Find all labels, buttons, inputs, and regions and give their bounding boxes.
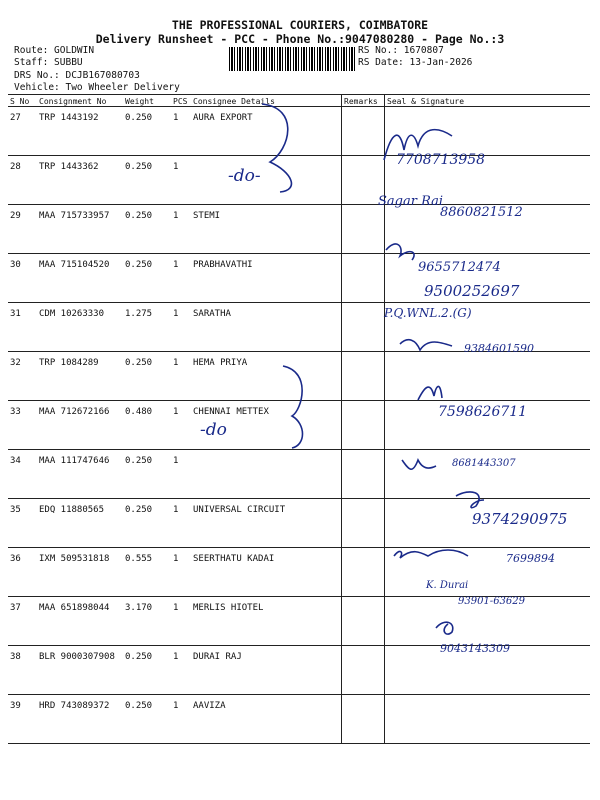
row-pcs: 1 [171, 597, 191, 646]
row-consignment: HRD 743089372 [37, 695, 123, 744]
row-consignment: EDQ 11880565 [37, 499, 123, 548]
row-remarks [342, 254, 385, 303]
row-pcs: 1 [171, 254, 191, 303]
table-header-row [8, 95, 590, 107]
row-weight: 0.250 [123, 205, 171, 254]
drs-number: DRS No.: DCJB167080703 [14, 70, 140, 81]
row-remarks [342, 401, 385, 450]
row-weight: 1.275 [123, 303, 171, 352]
row-weight: 0.250 [123, 254, 171, 303]
rs-number: RS No.: 1670807 [358, 45, 444, 56]
row-weight: 0.250 [123, 695, 171, 744]
vehicle-label: Vehicle: Two Wheeler Delivery [14, 82, 180, 93]
row-weight: 0.250 [123, 646, 171, 695]
row-consignee [191, 450, 342, 499]
row-signature [385, 450, 591, 499]
row-consignee: AAVIZA [191, 695, 342, 744]
row-remarks [342, 352, 385, 401]
table-row [8, 450, 590, 499]
row-consignment: MAA 111747646 [37, 450, 123, 499]
row-consignment: MAA 651898044 [37, 597, 123, 646]
row-sno: 39 [8, 695, 37, 744]
row-remarks [342, 499, 385, 548]
row-remarks [342, 205, 385, 254]
row-sno: 31 [8, 303, 37, 352]
row-signature [385, 352, 591, 401]
table-row [8, 352, 590, 401]
row-sno: 28 [8, 156, 37, 205]
row-weight: 3.170 [123, 597, 171, 646]
row-consignment: IXM 509531818 [37, 548, 123, 597]
row-consignee: SARATHA [191, 303, 342, 352]
table-row [8, 107, 590, 156]
row-pcs: 1 [171, 205, 191, 254]
signature-name: K. Durai [426, 580, 469, 591]
row-consignment: TRP 1443362 [37, 156, 123, 205]
barcode [229, 47, 355, 71]
row-consignee: UNIVERSAL CIRCUIT [191, 499, 342, 548]
row-consignee: AURA EXPORT [191, 107, 342, 156]
row-sno: 33 [8, 401, 37, 450]
row-remarks [342, 303, 385, 352]
signature-phone: 7708713958 [396, 152, 486, 168]
row-signature [385, 548, 591, 597]
row-remarks [342, 107, 385, 156]
row-consignment: MAA 712672166 [37, 401, 123, 450]
signature-phone: 7699894 [506, 552, 555, 565]
signature-phone: 9500252697 [424, 282, 520, 300]
row-pcs: 1 [171, 303, 191, 352]
row-sno: 35 [8, 499, 37, 548]
col-weight: Weight [123, 95, 171, 107]
row-consignee: SEERTHATU KADAI [191, 548, 342, 597]
row-consignment: MAA 715104520 [37, 254, 123, 303]
row-consignment: TRP 1443192 [37, 107, 123, 156]
row-weight: 0.250 [123, 107, 171, 156]
row-sno: 34 [8, 450, 37, 499]
signature-name: Sagar Rai [378, 194, 444, 209]
row-consignee: CHENNAI METTEX [191, 401, 342, 450]
row-consignment: MAA 715733957 [37, 205, 123, 254]
row-remarks [342, 548, 385, 597]
table-row [8, 156, 590, 205]
row-pcs: 1 [171, 695, 191, 744]
signature-phone: 9655712474 [418, 260, 501, 275]
row-weight: 0.555 [123, 548, 171, 597]
signature-note: P.Q.WNL.2.(G) [384, 306, 472, 320]
row-sno: 36 [8, 548, 37, 597]
signature-phone: 9043143309 [440, 642, 510, 655]
row-remarks [342, 450, 385, 499]
row-weight: 0.480 [123, 401, 171, 450]
row-consignee: DURAI RAJ [191, 646, 342, 695]
row-consignment: TRP 1084289 [37, 352, 123, 401]
row-weight: 0.250 [123, 156, 171, 205]
row-consignee: HEMA PRIYA [191, 352, 342, 401]
col-sno: S No [8, 95, 37, 107]
row-pcs: 1 [171, 450, 191, 499]
row-sno: 27 [8, 107, 37, 156]
row-consignee [191, 156, 342, 205]
company-title: THE PROFESSIONAL COURIERS, COIMBATORE [171, 18, 429, 32]
signature-phone: 7598626711 [438, 404, 528, 420]
row-pcs: 1 [171, 156, 191, 205]
row-consignment: CDM 10263330 [37, 303, 123, 352]
row-consignee: MERLIS HIOTEL [191, 597, 342, 646]
row-pcs: 1 [171, 401, 191, 450]
ditto-mark: -do- [228, 166, 261, 186]
col-consignment: Consignment No [37, 95, 123, 107]
staff-label: Staff: SUBBU [14, 57, 83, 68]
runsheet-subtitle: Delivery Runsheet - PCC - Phone No.:9047080280 - Page No.:3 [95, 32, 505, 46]
signature-phone: 8860821512 [440, 205, 523, 220]
row-sno: 38 [8, 646, 37, 695]
row-sno: 29 [8, 205, 37, 254]
col-remarks: Remarks [342, 95, 385, 107]
row-consignment: BLR 9000307908 [37, 646, 123, 695]
row-signature [385, 107, 591, 156]
row-weight: 0.250 [123, 499, 171, 548]
signature-phone: 9384601590 [464, 342, 534, 355]
route-label: Route: GOLDWIN [14, 45, 95, 56]
signature-phone: 93901-63629 [458, 596, 526, 607]
row-consignee: PRABHAVATHI [191, 254, 342, 303]
table-row [8, 695, 590, 744]
signature-phone: 9374290975 [472, 510, 568, 528]
row-remarks [342, 695, 385, 744]
row-weight: 0.250 [123, 352, 171, 401]
row-pcs: 1 [171, 352, 191, 401]
row-pcs: 1 [171, 646, 191, 695]
col-signature: Seal & Signature [385, 95, 591, 107]
signature-phone: 8681443307 [452, 458, 516, 469]
row-remarks [342, 646, 385, 695]
row-remarks [342, 597, 385, 646]
rs-date: RS Date: 13-Jan-2026 [358, 57, 473, 68]
row-sno: 37 [8, 597, 37, 646]
row-sno: 32 [8, 352, 37, 401]
row-weight: 0.250 [123, 450, 171, 499]
row-sno: 30 [8, 254, 37, 303]
col-consignee: Consignee Details [191, 95, 342, 107]
row-signature [385, 695, 591, 744]
row-consignee: STEMI [191, 205, 342, 254]
table-row [8, 548, 590, 597]
col-pcs: PCS [171, 95, 191, 107]
row-pcs: 1 [171, 548, 191, 597]
row-pcs: 1 [171, 107, 191, 156]
row-pcs: 1 [171, 499, 191, 548]
ditto-mark: -do [200, 420, 227, 440]
